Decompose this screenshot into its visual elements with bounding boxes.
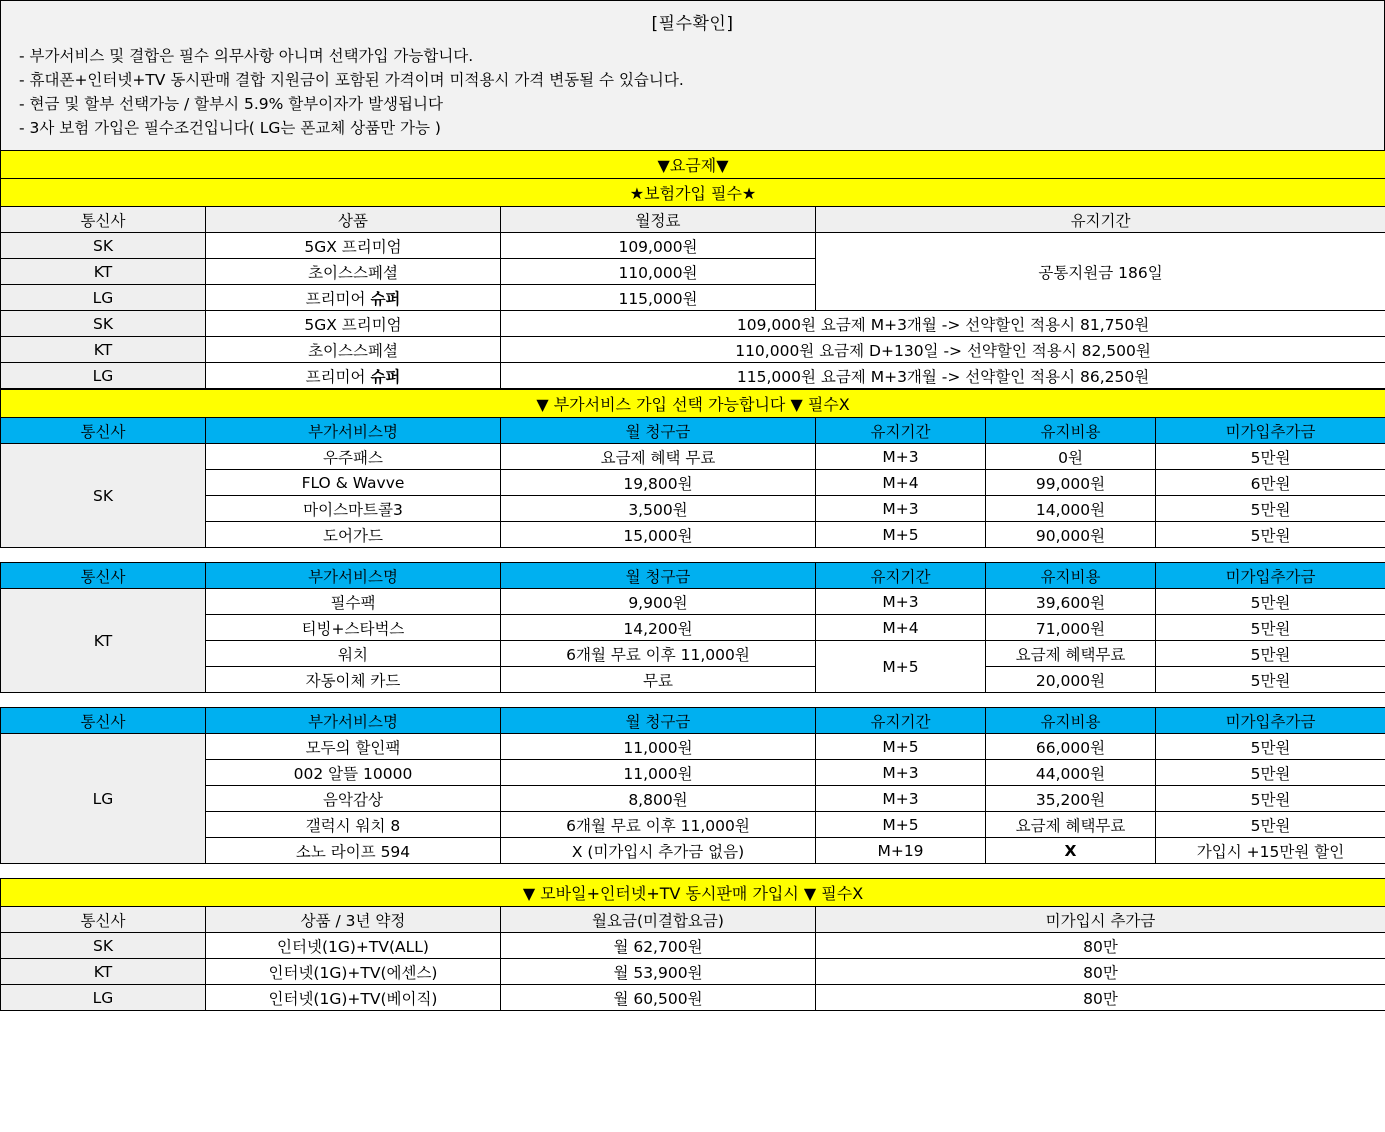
table-header-row: [1, 418, 1385, 444]
cell-period: M+3: [816, 496, 986, 522]
addon-table-lg: [0, 707, 1385, 864]
col-period: 유지기간: [816, 418, 986, 444]
cell-penalty: 80만: [816, 933, 1385, 959]
cell-penalty: 5만원: [1156, 812, 1385, 838]
cell-penalty: 5만원: [1156, 522, 1385, 548]
cell-fee: 109,000원: [501, 233, 816, 259]
cell-penalty: 6만원: [1156, 470, 1385, 496]
cell-fee: 월 53,900원: [501, 959, 816, 985]
cell-product: 5GX 프리미엄: [206, 233, 501, 259]
notice-item: - 현금 및 할부 선택가능 / 할부시 5.9% 할부이자가 발생됩니다: [19, 95, 443, 114]
cell-fee: 110,000원: [501, 259, 816, 285]
notice-item: - 휴대폰+인터넷+TV 동시판매 결합 지원금이 포함된 가격이며 미적용시 가격 변동될 수 있습니다.: [19, 71, 684, 90]
col-period: 유지기간: [816, 563, 986, 589]
cell-addon-name: 필수팩: [206, 589, 501, 615]
table-row: [1, 311, 1385, 337]
cell-carrier: LG: [1, 363, 206, 389]
cell-carrier: SK: [1, 444, 206, 548]
table-header-row: [1, 907, 1385, 933]
table-row: [1, 496, 1385, 522]
cell-period: M+3: [816, 786, 986, 812]
col-monthly-fee: 월정료: [501, 207, 816, 233]
cell-monthly: 15,000원: [501, 522, 816, 548]
notice-item: - 3사 보험 가입은 필수조건입니다( LG는 폰교체 상품만 가능 ): [19, 119, 441, 138]
cell-product: 인터넷(1G)+TV(에센스): [206, 959, 501, 985]
cell-cost: 35,200원: [986, 786, 1156, 812]
table-row: [1, 879, 1385, 907]
cell-discount-detail: 110,000원 요금제 D+130일 -> 선약할인 적용시 82,500원: [501, 337, 1385, 363]
cell-period: M+3: [816, 589, 986, 615]
table-row: [1, 641, 1385, 667]
table-row: [1, 838, 1385, 864]
cell-cost: 44,000원: [986, 760, 1156, 786]
cell-cost: 66,000원: [986, 734, 1156, 760]
cell-penalty: 5만원: [1156, 444, 1385, 470]
col-product-contract: 상품 / 3년 약정: [206, 907, 501, 933]
table-row: [1, 959, 1385, 985]
table-row: [1, 470, 1385, 496]
cell-addon-name: 갤럭시 워치 8: [206, 812, 501, 838]
cell-cost: 14,000원: [986, 496, 1156, 522]
table-header-row: [1, 207, 1385, 233]
table-row: [1, 933, 1385, 959]
cell-monthly: 9,900원: [501, 589, 816, 615]
cell-cost: 요금제 혜택무료: [986, 641, 1156, 667]
addon-table-sk: [0, 389, 1385, 548]
cell-period: M+3: [816, 444, 986, 470]
table-row: [1, 615, 1385, 641]
notice-item: - 부가서비스 및 결합은 필수 의무사항 아니며 선택가입 가능합니다.: [19, 47, 474, 65]
col-addon-name: 부가서비스명: [206, 418, 501, 444]
table-row: [1, 522, 1385, 548]
cell-addon-name: 음악감상: [206, 786, 501, 812]
cell-penalty: 5만원: [1156, 496, 1385, 522]
table-header-row: [1, 563, 1385, 589]
cell-product: 인터넷(1G)+TV(ALL): [206, 933, 501, 959]
cell-carrier: SK: [1, 933, 206, 959]
cell-addon-name: 도어가드: [206, 522, 501, 548]
cell-addon-name: 자동이체 카드: [206, 667, 501, 693]
col-addon-name: 부가서비스명: [206, 563, 501, 589]
cell-cost: 20,000원: [986, 667, 1156, 693]
cell-period: M+5: [816, 522, 986, 548]
table-header-row: [1, 708, 1385, 734]
col-penalty: 미가입추가금: [1156, 708, 1385, 734]
cell-carrier: SK: [1, 311, 206, 337]
cell-monthly: 11,000원: [501, 734, 816, 760]
cell-product: 초이스스페셜: [206, 337, 501, 363]
table-row: [1, 786, 1385, 812]
cell-fee: 월 60,500원: [501, 985, 816, 1011]
table-row: [1, 667, 1385, 693]
cell-monthly: 무료: [501, 667, 816, 693]
col-monthly-fee: 월요금(미결합요금): [501, 907, 816, 933]
cell-carrier: KT: [1, 589, 206, 693]
cell-addon-name: FLO & Wavve: [206, 470, 501, 496]
cell-monthly: 6개월 무료 이후 11,000원: [501, 812, 816, 838]
cell-period: M+5: [816, 812, 986, 838]
cell-product: 인터넷(1G)+TV(베이직): [206, 985, 501, 1011]
cell-monthly: X (미가입시 추가금 없음): [501, 838, 816, 864]
cell-addon-name: 모두의 할인팩: [206, 734, 501, 760]
cell-period: M+19: [816, 838, 986, 864]
col-maintain-cost: 유지비용: [986, 418, 1156, 444]
cell-carrier: LG: [1, 734, 206, 864]
cell-fee: 월 62,700원: [501, 933, 816, 959]
cell-penalty: 5만원: [1156, 589, 1385, 615]
page-title: [필수확인]: [651, 14, 734, 34]
col-maintain-cost: 유지비용: [986, 708, 1156, 734]
cell-cost: 71,000원: [986, 615, 1156, 641]
cell-monthly: 3,500원: [501, 496, 816, 522]
cell-penalty: 80만: [816, 959, 1385, 985]
col-monthly-charge: 월 청구금: [501, 418, 816, 444]
cell-penalty: 5만원: [1156, 734, 1385, 760]
plan-table: [0, 150, 1385, 389]
cell-monthly: 14,200원: [501, 615, 816, 641]
cell-discount-detail: 109,000원 요금제 M+3개월 -> 선약할인 적용시 81,750원: [501, 311, 1385, 337]
cell-addon-name: 티빙+스타벅스: [206, 615, 501, 641]
cell-product: 5GX 프리미엄: [206, 311, 501, 337]
cell-addon-name: 소노 라이프 594: [206, 838, 501, 864]
col-addon-name: 부가서비스명: [206, 708, 501, 734]
col-penalty: 미가입추가금: [1156, 418, 1385, 444]
notice-list: [1, 44, 1384, 140]
cell-product: 초이스스페셜: [206, 259, 501, 285]
insurance-required-bar: ★보험가입 필수★: [1, 179, 1385, 207]
cell-product: 프리미어 슈퍼: [206, 285, 501, 311]
cell-monthly: 8,800원: [501, 786, 816, 812]
table-row: [1, 589, 1385, 615]
cell-cost: 0원: [986, 444, 1156, 470]
table-row: [1, 337, 1385, 363]
col-period: 유지기간: [816, 207, 1385, 233]
cell-carrier: KT: [1, 259, 206, 285]
col-penalty: 미가입추가금: [1156, 563, 1385, 589]
table-row: [1, 734, 1385, 760]
cell-penalty: 5만원: [1156, 760, 1385, 786]
cell-penalty: 5만원: [1156, 615, 1385, 641]
table-row: [1, 390, 1385, 418]
cell-monthly: 11,000원: [501, 760, 816, 786]
cell-addon-name: 002 알뜰 10000: [206, 760, 501, 786]
cell-carrier: SK: [1, 233, 206, 259]
cell-period: M+3: [816, 760, 986, 786]
cell-period: M+4: [816, 470, 986, 496]
table-row: [1, 760, 1385, 786]
col-carrier: 통신사: [1, 708, 206, 734]
section-spacer: [0, 548, 1385, 562]
cell-cost: 90,000원: [986, 522, 1156, 548]
section-spacer: [0, 693, 1385, 707]
col-carrier: 통신사: [1, 563, 206, 589]
cell-cost: X: [986, 838, 1156, 864]
addon-bar-title: ▼ 부가서비스 가입 선택 가능합니다 ▼ 필수X: [1, 390, 1385, 418]
cell-monthly: 요금제 혜택 무료: [501, 444, 816, 470]
table-row: [1, 444, 1385, 470]
col-monthly-charge: 월 청구금: [501, 563, 816, 589]
table-row: [1, 151, 1385, 179]
cell-common-subsidy: 공통지원금 186일: [816, 233, 1385, 311]
cell-carrier: KT: [1, 337, 206, 363]
col-carrier: 통신사: [1, 418, 206, 444]
cell-monthly: 19,800원: [501, 470, 816, 496]
col-penalty: 미가입시 추가금: [816, 907, 1385, 933]
cell-cost: 39,600원: [986, 589, 1156, 615]
cell-period: M+5: [816, 734, 986, 760]
cell-penalty: 5만원: [1156, 786, 1385, 812]
plan-bar-title: ▼요금제▼: [1, 151, 1385, 179]
cell-carrier: KT: [1, 959, 206, 985]
col-product: 상품: [206, 207, 501, 233]
col-carrier: 통신사: [1, 207, 206, 233]
cell-period-merged: M+5: [816, 641, 986, 693]
table-row: [1, 179, 1385, 207]
col-carrier: 통신사: [1, 907, 206, 933]
required-notice-block: [0, 0, 1385, 150]
cell-addon-name: 마이스마트콜3: [206, 496, 501, 522]
cell-penalty: 가입시 +15만원 할인: [1156, 838, 1385, 864]
cell-addon-name: 우주패스: [206, 444, 501, 470]
cell-period: M+4: [816, 615, 986, 641]
cell-penalty: 80만: [816, 985, 1385, 1011]
cell-product: 프리미어 슈퍼: [206, 363, 501, 389]
section-spacer: [0, 864, 1385, 878]
cell-monthly: 6개월 무료 이후 11,000원: [501, 641, 816, 667]
cell-penalty: 5만원: [1156, 641, 1385, 667]
cell-discount-detail: 115,000원 요금제 M+3개월 -> 선약할인 적용시 86,250원: [501, 363, 1385, 389]
cell-fee: 115,000원: [501, 285, 816, 311]
cell-penalty: 5만원: [1156, 667, 1385, 693]
combo-bar-title: ▼ 모바일+인터넷+TV 동시판매 가입시 ▼ 필수X: [1, 879, 1385, 907]
cell-addon-name: 워치: [206, 641, 501, 667]
table-row: [1, 985, 1385, 1011]
table-row: [1, 233, 1385, 259]
cell-carrier: LG: [1, 985, 206, 1011]
col-period: 유지기간: [816, 708, 986, 734]
cell-cost: 99,000원: [986, 470, 1156, 496]
cell-carrier: LG: [1, 285, 206, 311]
table-row: [1, 363, 1385, 389]
combo-table: [0, 878, 1385, 1011]
col-maintain-cost: 유지비용: [986, 563, 1156, 589]
table-row: [1, 812, 1385, 838]
addon-table-kt: [0, 562, 1385, 693]
cell-cost: 요금제 혜택무료: [986, 812, 1156, 838]
col-monthly-charge: 월 청구금: [501, 708, 816, 734]
